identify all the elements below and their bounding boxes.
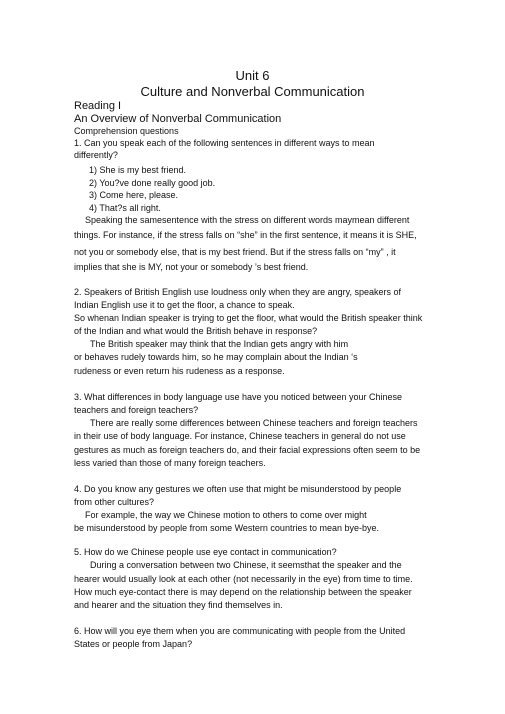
answer-line: or behaves rudely towards him, so he may complain about the Indian ‘s xyxy=(74,352,358,362)
question-6: 6. How will you eye them when you are communicating with people from the United xyxy=(74,626,406,636)
question-1: 1. Can you speak each of the following sentences in different ways to mean xyxy=(74,138,375,148)
page-title: Culture and Nonverbal Communication xyxy=(140,84,365,99)
question-2-cont: of the Indian and what would the British behave in response? xyxy=(74,326,318,336)
answer-line: How much eye-contact there is may depend on the relationship between the speaker xyxy=(74,587,412,597)
example-sentence: 4) That?s all right. xyxy=(89,203,161,213)
question-2-cont: Indian English use it to get the floor, a chance to speak. xyxy=(74,300,295,310)
example-sentence: 1) She is my best friend. xyxy=(89,165,187,175)
question-4: 4. Do you know any gestures we often use that might be misunderstood by people xyxy=(74,484,402,494)
answer-line: in their use of body language. For instance, Chinese teachers in general do not use xyxy=(74,431,406,441)
answer-line: be misunderstood by people from some Western countries to mean bye-bye. xyxy=(74,523,379,533)
question-2: 2. Speakers of British English use loudness only when they are angry, speakers of xyxy=(74,287,402,297)
question-1-cont: differently? xyxy=(74,150,118,160)
section-heading: An Overview of Nonverbal Communication xyxy=(74,113,282,125)
question-3-cont: teachers and foreign teachers? xyxy=(74,405,199,415)
reading-heading: Reading I xyxy=(74,100,122,112)
example-sentence: 2) You?ve done really good job. xyxy=(89,178,216,188)
answer-line: gestures as much as foreign teachers do, and their facial expressions often seem to be xyxy=(74,445,421,455)
answer-line: hearer would usually look at each other (not necessarily in the eye) from time to time. xyxy=(74,574,413,584)
answer-line: things. For instance, if the stress falls on “she” in the first sentence, it means it is SHE, xyxy=(74,230,417,240)
subsection-label: Comprehension questions xyxy=(74,126,179,136)
unit-heading: Unit 6 xyxy=(235,68,270,83)
answer-line: During a conversation between two Chinese, it seemsthat the speaker and the xyxy=(90,560,402,570)
answer-line: less varied than those of many foreign teachers. xyxy=(74,458,266,468)
answer-line: Speaking the samesentence with the stress on different words maymean different xyxy=(85,215,410,225)
answer-line: implies that she is MY, not your or somebody ’s best friend. xyxy=(74,262,309,272)
answer-line: and hearer and the situation they find themselves in. xyxy=(74,600,283,610)
answer-line: rudeness or even return his rudeness as a response. xyxy=(74,366,285,376)
example-sentence: 3) Come here, please. xyxy=(89,190,179,200)
question-2-cont: So whenan Indian speaker is trying to get the floor, what would the British speaker think xyxy=(74,313,423,323)
question-3: 3. What differences in body language use have you noticed between your Chinese xyxy=(74,392,403,402)
answer-line: not you or somebody else, that is my best friend. But if the stress falls on “my” , it xyxy=(74,247,396,257)
answer-line: There are really some differences between Chinese teachers and foreign teachers xyxy=(90,418,418,428)
question-6-cont: States or people from Japan? xyxy=(74,639,193,649)
question-4-cont: from other cultures? xyxy=(74,497,155,507)
answer-line: The British speaker may think that the Indian gets angry with him xyxy=(90,339,349,349)
question-5: 5. How do we Chinese people use eye contact in communication? xyxy=(74,547,337,557)
answer-line: For example, the way we Chinese motion to others to come over might xyxy=(85,510,367,520)
